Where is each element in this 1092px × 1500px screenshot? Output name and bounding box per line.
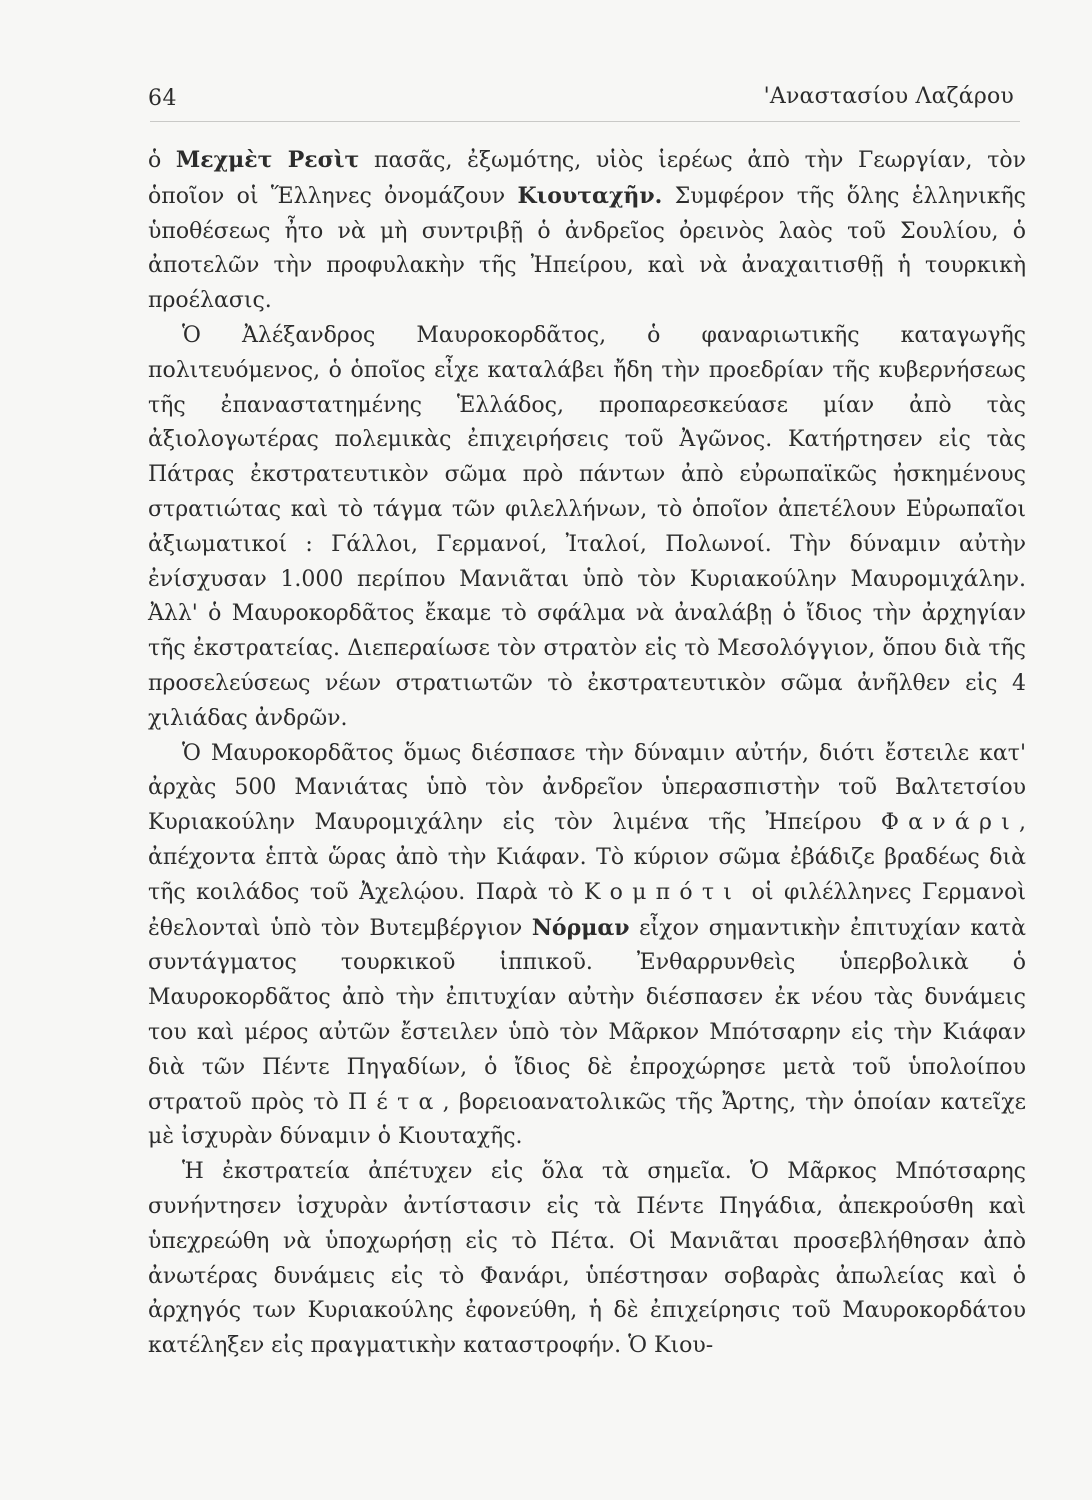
paragraph-3 <box>148 737 1026 1156</box>
text-segment: Ὁ Μαυροκορδᾶτος ὅμως διέσπασε τὴν δύναμιν αὐτήν, διότι ἔστειλε κατ' ἀρχὰς 500 Μανιάτας ὑπὸ τὸν ἀνδρεῖον ὑπερασπιστὴν τοῦ Βαλτετσίου Κυριακούλην Μαυρομιχάλην εἰς τὸν λιμένα τῆς Ἠπείρου <box>148 740 1026 836</box>
header-rule <box>150 121 1020 122</box>
text-segment: πασᾶς, ἐξωμότης, υἱὸς ἱερέως ἀπὸ τὴν Γεωργίαν, τὸν ὁποῖον οἱ Ἕλληνες ὀνομάζουν <box>148 148 1027 209</box>
spaced-place-name: Πέτα <box>348 1089 443 1115</box>
paragraph-1 <box>148 143 1026 319</box>
body-text <box>148 143 1026 1364</box>
text-segment: οἱ φιλέλληνες Γερμανοὶ ἐθελονταὶ ὑπὸ τὸν Βυτεμβέργιον <box>148 879 1026 941</box>
spaced-place-name: Φανάρι <box>880 810 1019 836</box>
bold-name: Κιουταχῆν. <box>517 182 663 209</box>
page-number: 64 <box>148 86 177 111</box>
paragraph-2 <box>148 319 1026 737</box>
page-header <box>148 74 1020 114</box>
text-segment: εἶχον σημαντικὴν ἐπιτυχίαν κατὰ συντάγματος τουρκικοῦ ἱππικοῦ. Ἐνθαρρυνθεὶς ὑπερβολικὰ ὁ Μαυροκορδᾶτος ἀπὸ τὴν ἐπιτυχίαν αὐτὴν διέσπασεν ἐκ νέου τὰς δυνάμεις του καὶ μέρος αὐτῶν ἔστειλεν ὑπὸ τὸν Μᾶρκον Μπότσαρην εἰς τὴν Κιάφαν διὰ τῶν Πέντε Πηγαδίων, ὁ ἴδιος δὲ ἐπροχώρησε μετὰ τοῦ ὑπολοίπου στρατοῦ πρὸς τὸ <box>148 915 1027 1115</box>
text-segment: , ἀπέχοντα ἑπτὰ ὥρας ἀπὸ τὴν Κιάφαν. Τὸ κύριον σῶμα ἐβάδιζε βραδέως διὰ τῆς κοιλάδος τοῦ Ἀχελῴου. Παρὰ τὸ <box>148 810 1026 905</box>
bold-name: Μεχμὲτ Ρεσὶτ <box>175 147 360 173</box>
running-head: 'Αναστασίου Λαζάρου <box>763 84 1014 109</box>
text-segment: Ὁ Ἀλέξανδρος Μαυροκορδᾶτος, ὁ φαναριωτικῆς καταγωγῆς πολιτευόμενος, ὁ ὁποῖος εἶχε καταλάβει ἤδη τὴν προεδρίαν τῆς κυβερνήσεως τῆς ἐπαναστατημένης Ἑλλάδος, προπαρεσκεύασε μίαν ἀπὸ τὰς ἀξιολογωτέρας πολεμικὰς ἐπιχειρήσεις τοῦ Ἀγῶνος. Κατήρτησεν εἰς τὰς Πάτρας ἐκστρατευτικὸν σῶμα πρὸ πάντων ἀπὸ εὐρωπαϊκῶς ἠσκημένους στρατιώτας καὶ τὸ τάγμα τῶν φιλελλήνων, τὸ ὁποῖον ἀπετέλουν Εὐρωπαῖοι ἀξιωματικοί : Γάλλοι, Γερμανοί, Ἰταλοί, Πολωνοί. Τὴν δύναμιν αὐτὴν ἐνίσχυσαν 1.000 περίπου Μανιᾶται ὑπὸ τὸν Κυριακούλην Μαυρομιχάλην. Ἀλλ' ὁ Μαυροκορδᾶτος ἔκαμε τὸ σφάλμα νὰ ἀναλάβῃ ὁ ἴδιος τὴν ἀρχηγίαν τῆς ἐκστρατείας. Διεπεραίωσε τὸν στρατὸν εἰς τὸ Μεσολόγγιον, ὅπου διὰ τῆς προσελεύσεως νέων στρατιωτῶν τὸ ἐκστρατευτικὸν σῶμα ἀνῆλθεν εἰς 4 χιλιάδας ἀνδρῶν. <box>148 322 1026 731</box>
text-segment: Συμφέρον τῆς ὅλης ἑλληνικῆς ὑποθέσεως ἦτο νὰ μὴ συντριβῇ ὁ ἀνδρεῖος ὀρεινὸς λαὸς τοῦ Σουλίου, ὁ ἀποτελῶν τὴν προφυλακὴν τῆς Ἠπείρου, καὶ νὰ ἀναχαιτισθῇ ἡ τουρκικὴ προέλασις. <box>148 183 1026 314</box>
spaced-place-name: Κομπότι <box>583 879 742 905</box>
text-segment: Ἡ ἐκστρατεία ἀπέτυχεν εἰς ὅλα τὰ σημεῖα. Ὁ Μᾶρκος Μπότσαρης συνήντησεν ἰσχυρὰν ἀντίστασιν εἰς τὰ Πέντε Πηγάδια, ἀπεκρούσθη καὶ ὑπεχρεώθη νὰ ὑποχωρήσῃ εἰς τὸ Πέτα. Οἱ Μανιᾶται προσεβλήθησαν ἀπὸ ἀνωτέρας δυνάμεις εἰς τὸ Φανάρι, ὑπέστησαν σοβαρὰς ἀπωλείας καὶ ὁ ἀρχηγός των Κυριακούλης ἐφονεύθη, ἡ δὲ ἐπιχείρησις τοῦ Μαυροκορδάτου κατέληξεν εἰς πραγματικὴν καταστροφήν. Ὁ Κιου- <box>148 1159 1026 1359</box>
text-segment: , βορειοανατολικῶς τῆς Ἄρτης, τὴν ὁποίαν κατεῖχε μὲ ἰσχυρὰν δύναμιν ὁ Κιουταχῆς. <box>148 1089 1026 1150</box>
text-segment: ὁ <box>148 148 176 173</box>
paragraph-4 <box>148 1155 1026 1364</box>
bold-name: Νόρμαν <box>531 914 630 941</box>
